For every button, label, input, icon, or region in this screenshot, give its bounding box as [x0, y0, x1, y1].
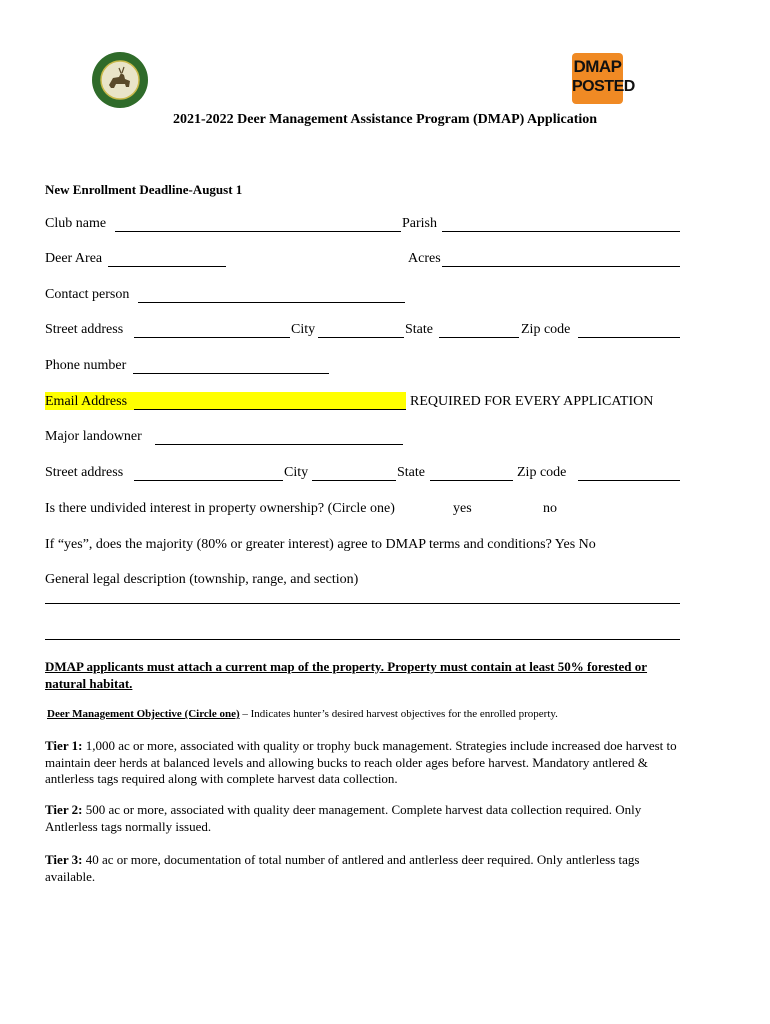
major-landowner-label: Major landowner — [45, 429, 142, 444]
contact-person-field[interactable] — [138, 302, 405, 303]
deer-area-label: Deer Area — [45, 251, 103, 266]
undivided-yes-option[interactable]: yes — [453, 501, 472, 516]
majority-agreement-question: If “yes”, does the majority (80% or greater interest) agree to DMAP terms and conditions? Yes No — [45, 537, 596, 552]
landowner-street-address-label: Street address — [45, 465, 124, 480]
street-address-label: Street address — [45, 322, 124, 337]
tier-3-paragraph — [45, 852, 685, 885]
landowner-zip-code-field[interactable] — [578, 480, 680, 481]
contact-person-label: Contact person — [45, 287, 130, 302]
email-address-label: Email Address — [45, 394, 128, 409]
louisiana-wildlife-seal-icon — [91, 51, 149, 109]
tier-1-text: 1,000 ac or more, associated with quality or trophy buck management. Strategies include increased doe harvest to maintain deer herds at balanced levels and allowing bucks to reach older ages before harvest. Mandatory antlered & antlerless tags required along with complete harvest data collection. — [45, 738, 677, 786]
undivided-interest-question: Is there undivided interest in property ownership? (Circle one) — [45, 501, 395, 516]
street-address-field[interactable] — [134, 337, 290, 338]
tier-1-paragraph — [45, 738, 685, 788]
club-name-label: Club name — [45, 216, 107, 231]
zip-code-field[interactable] — [578, 337, 680, 338]
email-address-field[interactable] — [134, 409, 406, 410]
page-title: 2021-2022 Deer Management Assistance Program (DMAP) Application — [172, 112, 598, 127]
undivided-no-option[interactable]: no — [543, 501, 557, 516]
acres-label: Acres — [408, 251, 441, 266]
legal-description-field-line1[interactable] — [45, 603, 680, 604]
city-label: City — [291, 322, 316, 337]
state-label: State — [405, 322, 433, 337]
tier-1-label: Tier 1: — [45, 738, 83, 753]
phone-number-label: Phone number — [45, 358, 127, 373]
legal-description-label: General legal description (township, range, and section) — [45, 572, 359, 587]
objective-note: – Indicates hunter’s desired harvest objectives for the enrolled property. — [239, 708, 558, 720]
parish-field[interactable] — [442, 231, 680, 232]
map-attachment-notice: DMAP applicants must attach a current map of the property. Property must contain at least 50% forested or natural habitat. — [45, 659, 648, 691]
tier-3-label: Tier 3: — [45, 852, 83, 867]
city-field[interactable] — [318, 337, 404, 338]
landowner-zip-code-label: Zip code — [517, 465, 567, 480]
phone-number-field[interactable] — [133, 373, 329, 374]
major-landowner-field[interactable] — [155, 444, 403, 445]
email-required-note: REQUIRED FOR EVERY APPLICATION — [410, 394, 654, 409]
legal-description-field-line2[interactable] — [45, 639, 680, 640]
landowner-state-label: State — [397, 465, 425, 480]
dmap-posted-badge — [572, 53, 635, 104]
parish-label: Parish — [402, 216, 437, 231]
enrollment-deadline: New Enrollment Deadline-August 1 — [45, 182, 243, 197]
landowner-city-field[interactable] — [312, 480, 396, 481]
club-name-field[interactable] — [115, 231, 401, 232]
objective-line — [47, 708, 558, 720]
tier-2-paragraph — [45, 802, 685, 835]
landowner-street-address-field[interactable] — [134, 480, 283, 481]
objective-heading: Deer Management Objective (Circle one) — [47, 708, 240, 720]
state-field[interactable] — [439, 337, 519, 338]
zip-code-label: Zip code — [521, 322, 571, 337]
acres-field[interactable] — [442, 266, 680, 267]
tier-3-text: 40 ac or more, documentation of total number of antlered and antlerless deer required. Only antlerless tags available. — [45, 852, 640, 884]
landowner-state-field[interactable] — [430, 480, 513, 481]
landowner-city-label: City — [284, 465, 309, 480]
deer-area-field[interactable] — [108, 266, 226, 267]
tier-2-label: Tier 2: — [45, 802, 83, 817]
badge-line2: POSTED — [572, 78, 635, 95]
tier-2-text: 500 ac or more, associated with quality deer management. Complete harvest data collection required. Only Antlerless tags normally issued. — [45, 802, 642, 834]
badge-line1: DMAP — [573, 57, 622, 76]
